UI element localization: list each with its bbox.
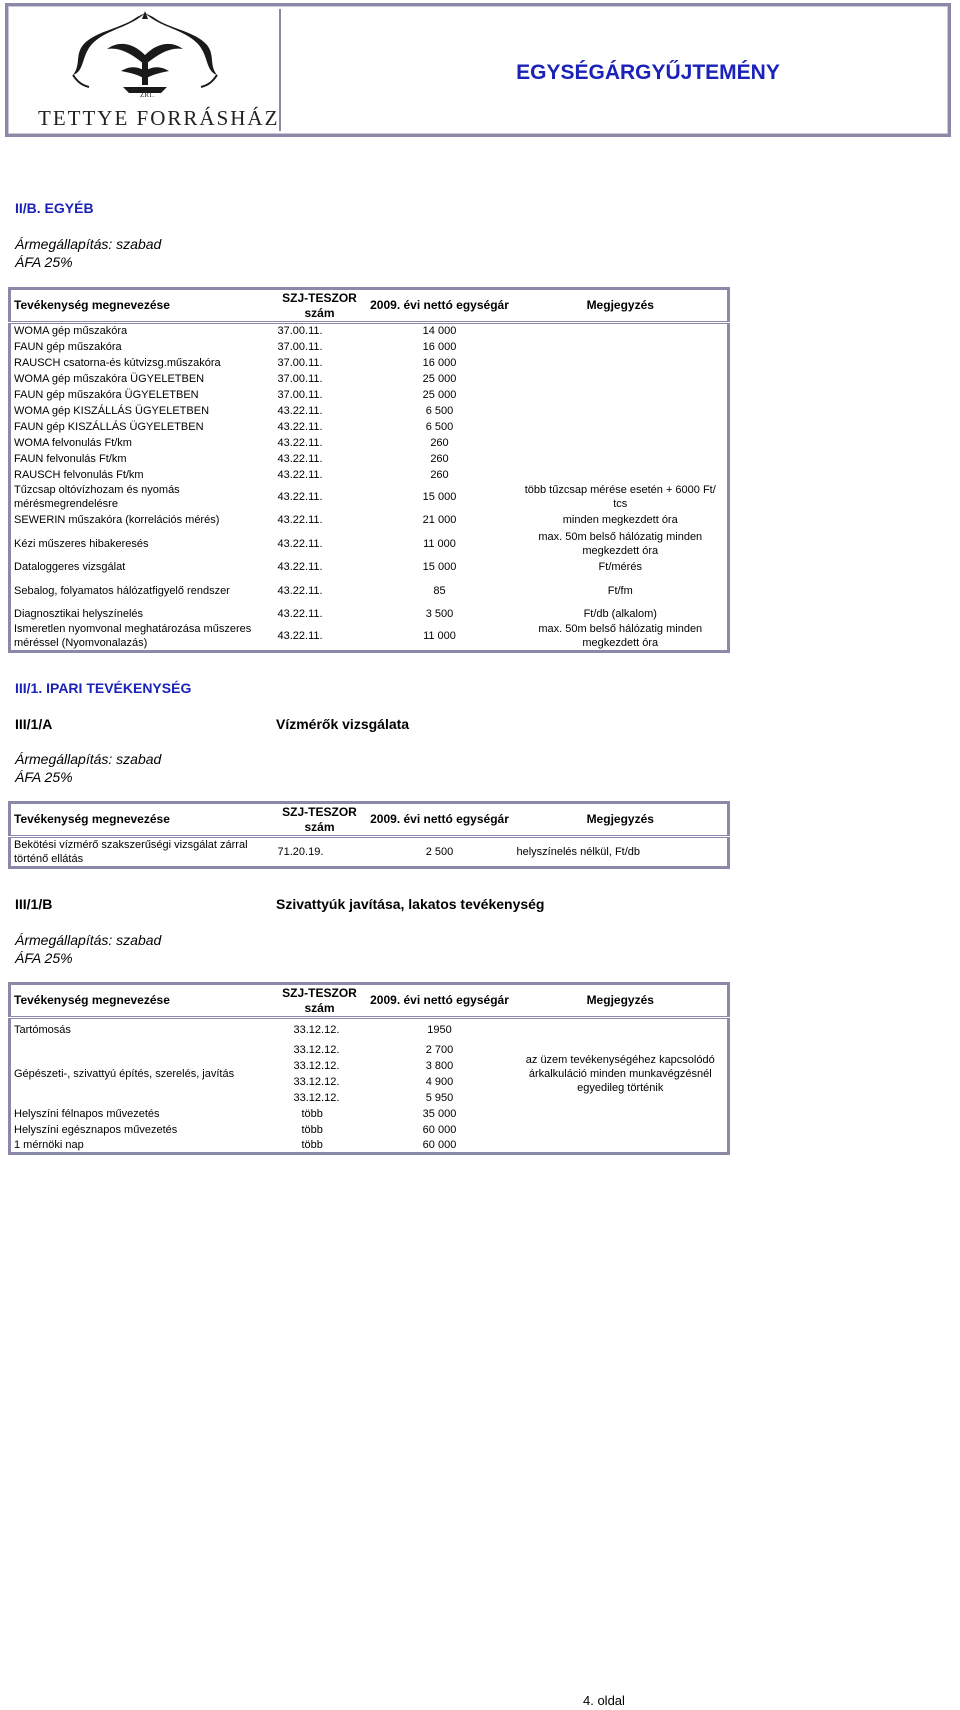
cell-note: helyszínelés nélkül, Ft/db (516, 846, 641, 858)
cell-price: 15 000 (422, 491, 457, 503)
page-number: 4. oldal (583, 1693, 625, 1708)
table-row (10, 837, 729, 868)
cell-name: WOMA gép műszakóra ÜGYELETBEN (14, 372, 205, 385)
cell-code: több (301, 1123, 323, 1136)
table-row (10, 576, 729, 606)
cell-note (514, 419, 729, 435)
cell-price: 14 000 (422, 325, 457, 338)
table-iib (8, 287, 730, 653)
cell-note (514, 1138, 729, 1154)
table-row (10, 529, 729, 559)
cell-code: 43.22.11. (277, 404, 323, 417)
table-row (10, 622, 729, 652)
col-header-price: 2009. évi nettó egységár (366, 803, 514, 837)
cell-price: 260 (430, 436, 449, 449)
col-header-note: Megjegyzés (514, 289, 729, 323)
cell-price: 5 950 (425, 1091, 454, 1104)
col-header-name: Tevékenység megnevezése (10, 803, 274, 837)
cell-price: 2 500 (425, 846, 454, 858)
cell-name: FAUN felvonulás Ft/km (14, 452, 127, 465)
cell-code: 43.22.11. (277, 468, 323, 481)
table-iii1b (8, 982, 730, 1155)
table-row (10, 606, 729, 622)
logo-zrt: ZRT. (140, 91, 155, 99)
cell-code: 71.20.19. (277, 846, 324, 858)
table-row (10, 419, 729, 435)
table-iii1a (8, 801, 730, 869)
cell-name: Diagnosztikai helyszínelés (14, 607, 144, 620)
cell-name: FAUN gép műszakóra (14, 340, 122, 353)
cell-code: 33.12.12. (293, 1043, 340, 1056)
cell-code: 33.12.12. (293, 1059, 340, 1072)
cell-note (514, 371, 729, 387)
table-header-row (10, 803, 729, 837)
cell-code: 37.00.11. (277, 325, 323, 338)
subsection-title-b: Szivattyúk javítása, lakatos tevékenység (276, 896, 545, 912)
cell-code: 43.22.11. (277, 491, 323, 503)
cell-price: 85 (433, 584, 446, 597)
cell-note: Ft/mérés (598, 561, 642, 573)
table-row (10, 451, 729, 467)
table-row (10, 403, 729, 419)
cell-name: RAUSCH felvonulás Ft/km (14, 468, 144, 481)
cell-name: FAUN gép KISZÁLLÁS ÜGYELETBEN (14, 420, 204, 433)
cell-price: 260 (430, 468, 449, 481)
cell-price: 16 000 (422, 340, 457, 353)
cell-note (514, 451, 729, 467)
col-header-code: SZJ-TESZOR szám (274, 803, 366, 837)
cell-name: FAUN gép műszakóra ÜGYELETBEN (14, 388, 199, 401)
cell-name: 1 mérnöki nap (14, 1138, 84, 1151)
cell-code: 43.22.11. (277, 537, 323, 550)
subsection-code-a: III/1/A (15, 716, 53, 732)
logo-name: TETTYE FORRÁSHÁZ (38, 106, 280, 130)
col-header-code: SZJ-TESZOR szám (274, 984, 366, 1018)
cell-code: 37.00.11. (277, 340, 323, 353)
cell-code: 43.22.11. (277, 452, 323, 465)
cell-note (514, 339, 729, 355)
cell-name: Helyszíni egésznapos művezetés (14, 1123, 178, 1136)
cell-price: 3 800 (425, 1059, 454, 1072)
vat-iib: ÁFA 25% (15, 254, 73, 270)
cell-code: 43.22.11. (277, 420, 323, 433)
table-row (10, 355, 729, 371)
cell-name: WOMA gép KISZÁLLÁS ÜGYELETBEN (14, 404, 210, 417)
cell-note (514, 467, 729, 483)
cell-name: RAUSCH csatorna-és kútvizsg.műszakóra (14, 356, 221, 369)
cell-note (514, 435, 729, 451)
cell-code: 43.22.11. (277, 436, 323, 449)
cell-name: Kézi műszeres hibakeresés (14, 537, 149, 550)
table-row (10, 467, 729, 483)
cell-note: max. 50m belső hálózatig minden megkezdett óra (538, 530, 703, 557)
cell-price: 6 500 (425, 404, 454, 417)
subsection-code-b: III/1/B (15, 896, 53, 912)
col-header-name: Tevékenység megnevezése (10, 984, 274, 1018)
col-header-note: Megjegyzés (514, 984, 729, 1018)
cell-name: SEWERIN műszakóra (korrelációs mérés) (14, 514, 220, 526)
cell-code: 33.12.12. (293, 1075, 340, 1088)
cell-note (514, 323, 729, 339)
cell-name: Tartómosás (14, 1024, 71, 1037)
section-title-iib: II/B. EGYÉB (15, 200, 94, 216)
col-header-code: SZJ-TESZOR szám (274, 289, 366, 323)
cell-code: 43.22.11. (277, 584, 323, 597)
col-header-name: Tevékenység megnevezése (10, 289, 274, 323)
table-row (10, 1018, 729, 1042)
table-row (10, 512, 729, 529)
cell-price: 35 000 (422, 1107, 457, 1120)
cell-price: 60 000 (422, 1123, 457, 1136)
table-row (10, 435, 729, 451)
cell-name: Dataloggeres vizsgálat (14, 561, 126, 573)
vat-a: ÁFA 25% (15, 769, 73, 785)
cell-name: WOMA gép műszakóra (14, 325, 128, 338)
cell-price: 1950 (427, 1024, 452, 1037)
table-row (10, 1106, 729, 1122)
cell-price: 11 000 (423, 537, 456, 550)
cell-price: 25 000 (422, 372, 457, 385)
cell-price: 3 500 (425, 607, 454, 620)
cell-note (514, 1106, 729, 1122)
cell-note (514, 355, 729, 371)
cell-note: Ft/fm (607, 584, 633, 597)
cell-code: 43.22.11. (277, 514, 323, 526)
table-row (10, 1122, 729, 1138)
cell-price: 25 000 (422, 388, 457, 401)
table-row (10, 559, 729, 576)
cell-code: 43.22.11. (277, 607, 323, 620)
cell-note (514, 1018, 729, 1042)
cell-price: 260 (430, 452, 449, 465)
cell-group-note: az üzem tevékenységéhez kapcsolódó árkalkuláció minden munkavégzésnél egyedileg történik (525, 1053, 715, 1094)
table-row (10, 1042, 729, 1058)
cell-note: minden megkezdett óra (562, 514, 678, 526)
cell-note: max. 50m belső hálózatig minden megkezdett óra (538, 622, 703, 649)
cell-code: 37.00.11. (277, 388, 323, 401)
vat-b: ÁFA 25% (15, 950, 73, 966)
table-header-row (10, 984, 729, 1018)
document-title: EGYSÉGÁRGYŰJTEMÉNY (516, 61, 780, 84)
logo (11, 9, 281, 131)
section-title-iii1: III/1. IPARI TEVÉKENYSÉG (15, 680, 192, 696)
cell-note: Ft/db (alkalom) (583, 607, 657, 620)
cell-name: Ismeretlen nyomvonal meghatározása műszeres méréssel (Nyomvonalazás) (14, 622, 252, 649)
subsection-title-a: Vízmérők vizsgálata (276, 716, 410, 732)
col-header-price: 2009. évi nettó egységár (366, 289, 514, 323)
cell-code: 33.12.12. (293, 1024, 340, 1037)
col-header-note: Megjegyzés (514, 803, 729, 837)
cell-price: 16 000 (422, 356, 457, 369)
cell-code: több (301, 1107, 323, 1120)
cell-price: 21 000 (422, 514, 457, 526)
cell-price: 6 500 (425, 420, 454, 433)
table-row (10, 339, 729, 355)
pricing-b: Ármegállapítás: szabad (15, 932, 162, 948)
cell-price: 11 000 (423, 629, 456, 642)
cell-code: 33.12.12. (293, 1091, 340, 1104)
cell-code: több (301, 1138, 323, 1151)
cell-name: Tűzcsap oltóvízhozam és nyomás mérésmegrendelésre (14, 484, 180, 510)
cell-note: több tűzcsap mérése esetén + 6000 Ft/ tcs (524, 484, 716, 510)
table-header-row (10, 289, 729, 323)
pricing-iib: Ármegállapítás: szabad (15, 236, 162, 252)
header-frame (5, 3, 951, 137)
cell-name: Helyszíni félnapos művezetés (14, 1107, 160, 1120)
table-row (10, 323, 729, 339)
table-row (10, 483, 729, 512)
cell-name: WOMA felvonulás Ft/km (14, 436, 132, 449)
cell-code: 37.00.11. (277, 372, 323, 385)
table-row (10, 371, 729, 387)
pricing-a: Ármegállapítás: szabad (15, 751, 162, 767)
cell-name: Bekötési vízmérő szakszerűségi vizsgálat zárral történő ellátás (14, 839, 248, 865)
table-row (10, 387, 729, 403)
cell-price: 60 000 (422, 1138, 457, 1151)
cell-code: 43.22.11. (277, 629, 323, 642)
cell-name: Sebalog, folyamatos hálózatfigyelő rendszer (14, 584, 230, 597)
cell-code: 43.22.11. (277, 561, 323, 573)
cell-note (514, 1122, 729, 1138)
cell-name: Gépészeti-, szivattyú építés, szerelés, javítás (14, 1067, 235, 1080)
cell-price: 4 900 (425, 1075, 454, 1088)
cell-code: 37.00.11. (277, 356, 323, 369)
cell-price: 15 000 (422, 561, 457, 573)
col-header-price: 2009. évi nettó egységár (366, 984, 514, 1018)
table-row (10, 1138, 729, 1154)
cell-note (514, 387, 729, 403)
cell-price: 2 700 (425, 1043, 454, 1056)
cell-note (514, 403, 729, 419)
